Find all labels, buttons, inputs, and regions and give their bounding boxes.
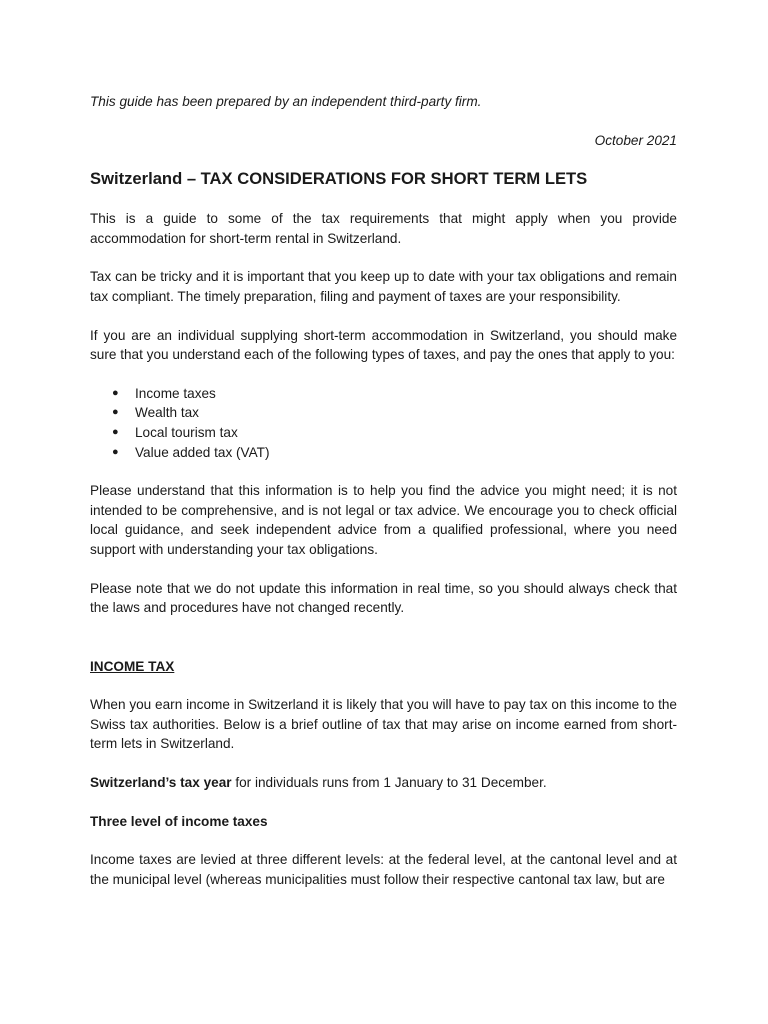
intro-note: This guide has been prepared by an independent third-party firm. — [90, 94, 482, 109]
list-item-label: Income taxes — [135, 385, 216, 401]
paragraph-update-note: Please note that we do not update this information in real time, so you should always check that the laws and procedures have not changed recently. — [90, 580, 677, 616]
paragraph-disclaimer: Please understand that this information is to help you find the advice you might need; it is not intended to be comprehensive, and is not legal or tax advice. We encourage you to check official local guidance, and seek independent advice from a qualified professional, where you need support with understanding your tax obligations. — [90, 483, 677, 557]
list-item-label: Wealth tax — [135, 405, 199, 421]
tax-types-list — [90, 384, 677, 462]
list-item-label: Local tourism tax — [135, 424, 238, 440]
paragraph-income-tax-intro: When you earn income in Switzerland it is likely that you will have to pay tax on this income to the Swiss tax authorities. Below is a brief outline of tax that may arise on income earned from short-term lets in Switzerland. — [90, 697, 677, 752]
paragraph-income-tax-levels: Income taxes are levied at three different levels: at the federal level, at the cantonal level and at the municipal level (whereas municipalities must follow their respective cantonal tax law, but are — [90, 852, 677, 887]
list-item — [90, 384, 677, 404]
bullet-icon: ● — [112, 386, 119, 399]
paragraph-tax-year — [90, 773, 677, 793]
document-title: Switzerland – TAX CONSIDERATIONS FOR SHORT TERM LETS — [90, 169, 588, 189]
document-date: October 2021 — [594, 132, 677, 148]
tax-year-label: Switzerland’s tax year — [90, 775, 232, 791]
subheading-income-tax-levels: Three level of income taxes — [90, 813, 268, 829]
bullet-icon: ● — [112, 406, 119, 419]
list-item — [90, 443, 677, 463]
tax-year-text: for individuals runs from 1 January to 31 December. — [231, 775, 547, 791]
paragraph-compliance: Tax can be tricky and it is important that you keep up to date with your tax obligations and remain tax compliant. The timely preparation, filing and payment of taxes are your responsibility. — [90, 269, 677, 304]
paragraph-intro: This is a guide to some of the tax requirements that might apply when you provide accommodation for short-term rental in Switzerland. — [90, 211, 677, 246]
list-item — [90, 403, 677, 423]
bullet-icon: ● — [112, 425, 119, 438]
paragraph-tax-types: If you are an individual supplying short-term accommodation in Switzerland, you should make sure that you understand each of the following types of taxes, and pay the ones that apply to you: — [90, 327, 677, 363]
section-heading-income-tax: INCOME TAX — [90, 658, 175, 674]
bullet-icon: ● — [112, 445, 119, 458]
list-item — [90, 423, 677, 443]
list-item-label: Value added tax (VAT) — [135, 444, 270, 460]
